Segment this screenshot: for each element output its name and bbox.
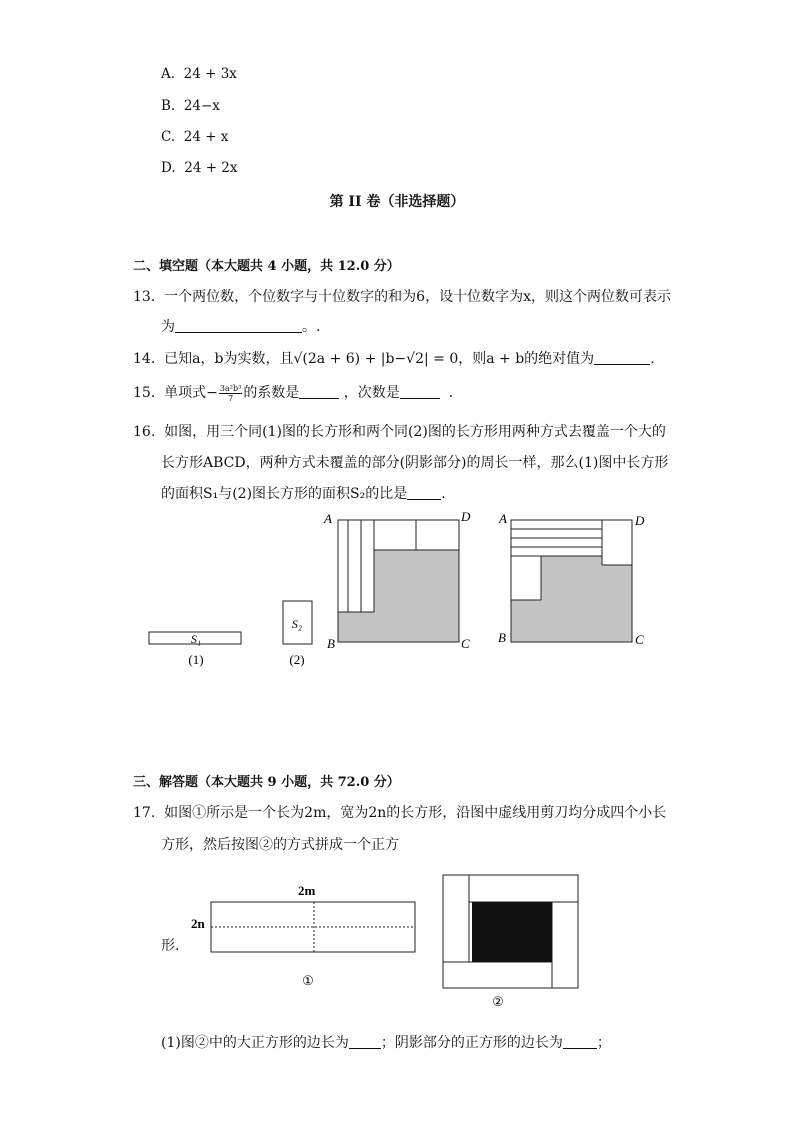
question-text: 的系数是	[243, 385, 300, 401]
question-text: .	[441, 486, 446, 502]
option-text: 24 + x	[183, 129, 229, 145]
label-2n: 2n	[191, 916, 205, 931]
question-number: 13.	[133, 289, 156, 305]
fraction-denominator: 7	[228, 393, 234, 403]
question-number: 17.	[133, 805, 156, 821]
question-text: 已知a，b为实数，且√(2a + 6) + |b−√2| = 0，则a + b的绝对值为	[164, 351, 595, 367]
caption-1: (1)	[188, 652, 204, 667]
question-text: 的面积S₁与(2)图长方形的面积S₂的比是	[161, 486, 408, 502]
question-text: 一个两位数，个位数字与十位数字的和为6，设十位数字为x，则这个两位数可表示	[164, 289, 671, 305]
shaded-region	[338, 550, 459, 642]
option-text: 24 + 3x	[183, 66, 237, 82]
label-b: B	[498, 630, 506, 645]
abcd-left	[323, 509, 471, 651]
question-text: 。.	[302, 319, 321, 335]
question-number: 14.	[133, 351, 156, 367]
caption-circle-1: ①	[302, 973, 314, 988]
question-text: ；	[596, 1035, 611, 1051]
shaded-square	[472, 902, 552, 962]
option-text: 24−x	[183, 98, 220, 114]
question-text: .	[650, 351, 655, 367]
answer-blank[interactable]	[563, 1034, 597, 1049]
question-16-line2: 长方形ABCD，两种方式未覆盖的部分(阴影部分)的周长一样，那么(1)图中长方形	[161, 455, 669, 471]
section-title: 三、解答题（本大题共 9 小题，共 72.0 分）	[133, 775, 400, 790]
abcd-right	[498, 511, 645, 647]
label-b: B	[327, 636, 335, 651]
fraction-numerator: 3a²b³	[219, 383, 242, 393]
label-s2: S₂	[291, 617, 303, 631]
question-text: (1)图②中的大正方形的边长为	[161, 1035, 349, 1051]
option-letter: C.	[161, 129, 176, 145]
question-17-line3: 形.	[161, 938, 180, 954]
question-text: ；阴影部分的正方形的边长为	[380, 1035, 563, 1051]
question-text: 如图，用三个同(1)图的长方形和两个同(2)图的长方形用两种方式去覆盖一个大的	[164, 424, 666, 440]
answer-blank[interactable]	[349, 1034, 381, 1049]
question-text: 如图①所示是一个长为2m，宽为2n的长方形，沿图中虚线用剪刀均分成四个小长	[164, 805, 667, 821]
label-c: C	[635, 632, 644, 647]
question-text: 为	[161, 319, 175, 335]
label-s1: S₁	[190, 632, 202, 646]
option-text: 24 + 2x	[184, 160, 238, 176]
label-a: A	[324, 511, 332, 526]
question-17	[133, 802, 666, 822]
question-text: ，次数是	[343, 385, 400, 401]
option-letter: B.	[161, 98, 176, 114]
question-17-sub1	[161, 1032, 611, 1052]
volume-title: 第 II 卷（非选择题）	[329, 194, 465, 210]
figure-17-1	[191, 883, 415, 988]
label-d: D	[461, 509, 471, 524]
question-text: 单项式−	[164, 385, 218, 401]
shaded-region	[511, 556, 632, 642]
question-17-line2: 方形，然后按图②的方式拼成一个正方	[161, 837, 399, 853]
section-title: 二、填空题（本大题共 4 小题，共 12.0 分）	[133, 259, 400, 274]
label-2m: 2m	[298, 883, 316, 898]
option-letter: D.	[161, 160, 176, 176]
question-number: 16.	[133, 424, 156, 440]
question-number: 15.	[133, 385, 156, 401]
label-a: A	[499, 511, 507, 526]
question-text: .	[448, 385, 454, 401]
label-c: C	[461, 636, 470, 651]
caption-circle-2: ②	[492, 994, 504, 1009]
figure-17-2	[443, 875, 578, 1009]
option-letter: A.	[161, 66, 176, 82]
label-d: D	[635, 513, 645, 528]
caption-2: (2)	[289, 652, 305, 667]
